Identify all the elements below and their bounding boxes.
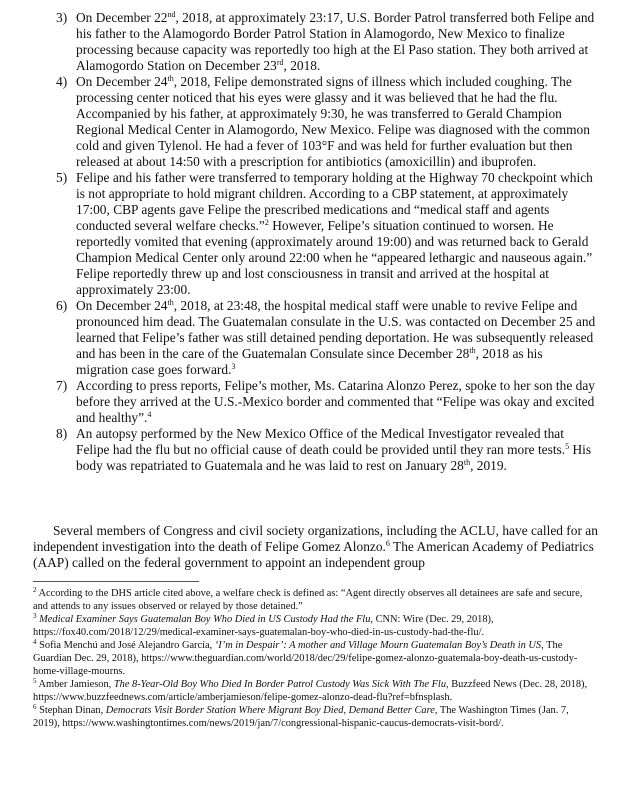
footnote: $^5$ Amber Jamieson, The 8-Year-Old Boy Who Died In Border Patrol Custody Was Sick With The Flu, Buzzfeed News (Dec. 28, 2018), https://www.buzzfeednews.com/article/amberjamieson/felipe-gomez-alonzo-dead-flu?ref=bfnsplash.	[33, 677, 588, 703]
event-timeline-list	[56, 10, 596, 474]
citation-link[interactable]: , CNN: Wire (Dec. 29, 2018), https://fox40.com/2018/12/29/medical-examiner-says-guatemalan-boy-who-died-in-us-custody-had-the-flu/.	[33, 614, 494, 638]
citation-link[interactable]: , Buzzfeed News (Dec. 28, 2018), https://www.buzzfeednews.com/article/amberjamieson/felipe-gomez-alonzo-dead-flu?ref=bfnsplash.	[33, 679, 588, 703]
footnote: $^4$ Sofia Menchú and José Alejandro García, ‘I’m in Despair’: A mother and Village Mourn Guatemalan Boy’s Death in US, The Guardian Dec. 29, 2018), https://www.theguardian.com/world/2018/dec/29/felipe-gomez-alonzo-guatemala-boy-death-us-custody-home-village-mourns.	[33, 638, 578, 677]
footnote-ref[interactable]: 4	[147, 410, 152, 419]
list-item-number: 8)	[56, 426, 68, 441]
footnote: $^6$ Stephan Dinan, Democrats Visit Border Station Where Migrant Boy Died, Demand Better Care, The Washington Times (Jan. 7, 2019), https://www.washingtontimes.com/news/2019/jan/7/congressional-hispanic-caucus-democrats-visit-bord/.	[33, 703, 569, 729]
list-item-text: An autopsy performed by the New Mexico Office of the Medical Investigator revealed that Felipe had the flu but no official cause of death could be provided until they ran more tests.$^5$ His body was repatriated to Guatemala and he was laid to rest on January 28th, 2019.	[76, 426, 592, 473]
footnote-ref[interactable]: 2	[264, 218, 269, 227]
list-item-text: Felipe and his father were transferred to temporary holding at the Highway 70 checkpoint which is not appropriate to hold migrant children. According to a CBP statement, at approximately 17:00, CBP agents gave Felipe the prescribed medications and “medical staff and agents conducted several welfare checks.”$^2$ However, Felipe’s situation continued to worsen. He reportedly vomited that evening (approximately around 19:00) and was returned back to Gerald Champion Medical Center only around 22:00 when he “appeared lethargic and nauseous again.” Felipe reportedly threw up and lost consciousness in transit and arrived at the hospital at approximately 23:00.	[76, 170, 593, 297]
body-paragraph: Several members of Congress and civil society organizations, including the ACLU, have called for an independent investigation into the death of Felipe Gomez Alonzo.$^6$ The American Academy of Pediatrics (AAP) called on the federal government to appoint an independent group	[33, 523, 598, 570]
citation-title: The 8-Year-Old Boy Who Died In Border Patrol Custody Was Sick With The Flu	[113, 679, 447, 690]
citation-title: Medical Examiner Says Guatemalan Boy Who Died in US Custody Had the Flu	[39, 614, 371, 625]
list-item-number: 6)	[56, 298, 68, 313]
list-item-text: On December 24th, 2018, Felipe demonstrated signs of illness which included coughing. The processing center noticed that his eyes were glassy and it was believed that he had the flu. Accompanied by his father, at approximately 9:30, he was transferred to Gerald Champion Regional Medical Center in Alamogordo, New Mexico. Felipe was diagnosed with the common cold and given Tylenol. He had a fever of 103°F and was held for further evaluation but then released at about 14:50 with a prescription for antibiotics (amoxicillin) and ibuprofen.	[76, 74, 590, 169]
list-item	[56, 298, 596, 378]
list-item-number: 3)	[56, 10, 68, 25]
list-item-number: 4)	[56, 74, 68, 89]
footnotes-section	[33, 587, 598, 730]
footnote-ref[interactable]: 5	[565, 442, 570, 451]
footnote-number: 3	[33, 612, 37, 620]
citation-title: ‘I’m in Despair’: A mother and Village Mourn Guatemalan Boy’s Death in US	[214, 640, 542, 651]
list-item	[56, 170, 596, 298]
list-item	[56, 10, 596, 74]
citation-link[interactable]: , The Guardian Dec. 29, 2018), https://www.theguardian.com/world/2018/dec/29/felipe-gomez-alonzo-guatemala-boy-death-us-custody-home-village-mourns.	[33, 640, 578, 677]
list-item-number: 5)	[56, 170, 68, 185]
list-item	[56, 74, 596, 170]
list-item-text: On December 22nd, 2018, at approximately 23:17, U.S. Border Patrol transferred both Felipe and his father to the Alamogordo Border Patrol Station in Alamogordo, New Mexico to finalize processing because capacity was reportedly too high at the El Paso station. They both arrived at Alamogordo Station on December 23rd, 2018.	[76, 10, 595, 73]
citation-title: Democrats Visit Border Station Where Migrant Boy Died, Demand Better Care	[105, 705, 435, 716]
footnote-number: 2	[33, 586, 37, 594]
footnote-number: 5	[33, 677, 37, 685]
list-item	[56, 378, 596, 426]
footnote: $^2$ According to the DHS article cited above, a welfare check is defined as: “Agent directly observes all detainees are safe and secure, and attends to any issues observed or relayed by those detained.”	[33, 586, 583, 612]
footnote-ref[interactable]: 3	[231, 362, 236, 371]
citation-link[interactable]: , The Washington Times (Jan. 7, 2019), https://www.washingtontimes.com/news/2019/jan/7/congressional-hispanic-caucus-democrats-visit-bord/.	[33, 705, 569, 729]
footnote-separator	[33, 581, 199, 582]
list-item-text: According to press reports, Felipe’s mother, Ms. Catarina Alonzo Perez, spoke to her son the day before they arrived at the U.S.-Mexico border and commented that “Felipe was okay and excited and healthy”.$^4$	[76, 378, 595, 425]
footnote-number: 4	[33, 638, 37, 646]
list-item-number: 7)	[56, 378, 68, 393]
footnote-number: 6	[33, 703, 37, 711]
footnote	[33, 613, 598, 639]
footnote-ref[interactable]: 6	[385, 539, 390, 548]
list-item	[56, 426, 596, 474]
list-item-text: On December 24th, 2018, at 23:48, the hospital medical staff were unable to revive Felipe and pronounced him dead. The Guatemalan consulate in the U.S. was contacted on December 25 and learned that Felipe’s father was still detained pending deportation. He was subsequently released and has been in the care of the Guatemalan Consulate since December 28th, 2018 as his migration case goes forward.$^3$	[76, 298, 596, 377]
